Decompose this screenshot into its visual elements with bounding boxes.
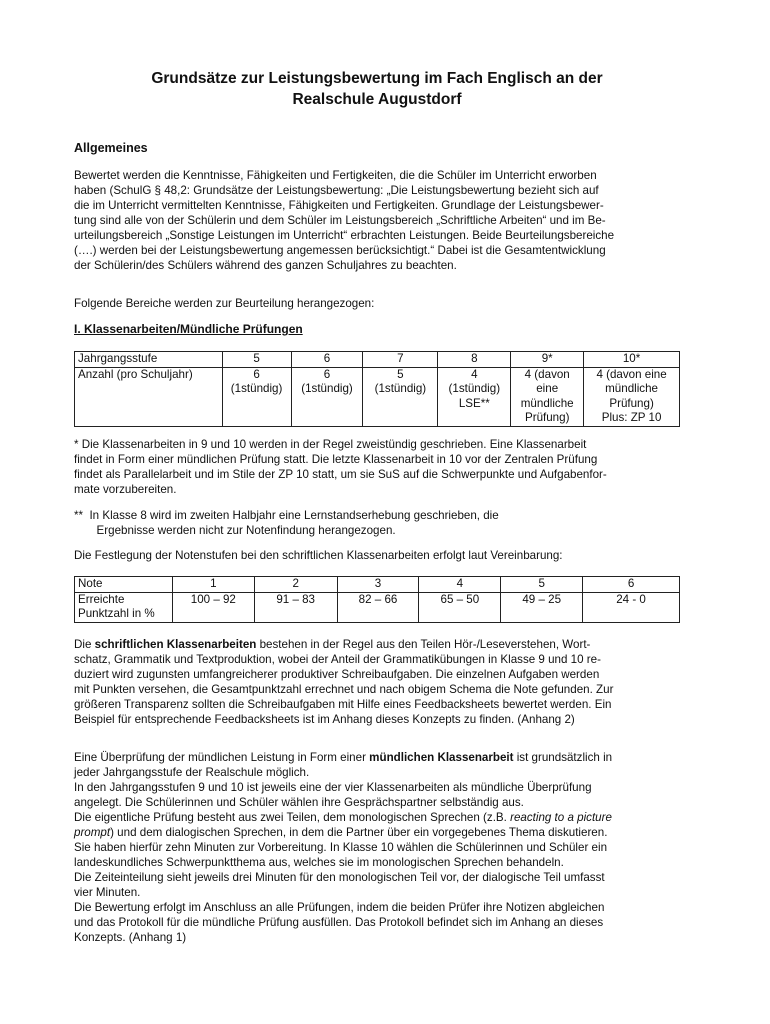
italic-term: prompt: [74, 826, 111, 839]
text-line: die im Unterricht vermittelten Kenntnisse, Fähigkeiten und Fertigkeiten. Grundlage der Leistungsbewer-: [74, 199, 604, 212]
text-line: * Die Klassenarbeiten in 9 und 10 werden in der Regel zweistündig geschrieben. Eine Klassenarbeit: [74, 438, 587, 451]
table-cell: [363, 367, 438, 426]
cell-line: LSE**: [458, 396, 490, 410]
text-line: angelegt. Die Schülerinnen und Schüler wählen ihre Gesprächspartner selbständig aus.: [74, 796, 524, 809]
cell-line: Prüfung): [524, 411, 570, 425]
text-line: mit Punkten versehen, die Gesamtpunktzahl errechnet und nach obigem Schema die Note gefunden. Zur: [74, 683, 614, 696]
italic-term: reacting to a picture: [510, 811, 612, 824]
text-line: In den Jahrgangsstufen 9 und 10 ist jeweils eine der vier Klassenarbeiten als mündliche Überprüfung: [74, 781, 592, 794]
text-line: Bewertet werden die Kenntnisse, Fähigkeiten und Fertigkeiten, die die Schüler im Unterricht erworben: [74, 169, 597, 182]
cell-line: 4 (davon eine: [596, 367, 667, 381]
text-line: größeren Transparenz sollten die Schreibaufgaben mit Hilfe eines Feedbacksheets bewertet werden. Ein: [74, 698, 612, 711]
text-line: Sie haben hierfür zehn Minuten zur Vorbereitung. In Klasse 10 wählen die Schülerinnen und Schüler ein: [74, 841, 608, 854]
text-run: Eine Überprüfung der mündlichen Leistung in Form einer: [74, 751, 370, 764]
text-line: jeder Jahrgangsstufe der Realschule möglich.: [74, 766, 310, 779]
text-line: Die Zeiteinteilung sieht jeweils drei Minuten für den monologischen Teil vor, der dialogische Teil umfasst: [74, 871, 605, 884]
notenstufen-table: [74, 576, 680, 623]
paragraph-schriftliche-klassenarbeiten: [74, 637, 680, 727]
table-cell: 4: [419, 577, 501, 593]
table-cell: [291, 367, 363, 426]
cell-line: 4 (davon: [524, 367, 570, 381]
cell-line: mündliche: [605, 382, 658, 396]
document-title: [74, 68, 680, 110]
text-run: Die eigentliche Prüfung besteht aus zwei Teilen, dem monologischen Sprechen (z.B.: [74, 811, 511, 824]
table-cell: Jahrgangsstufe: [75, 352, 223, 368]
text-line: Die Bewertung erfolgt im Anschluss an alle Prüfungen, indem die beiden Prüfer ihre Notizen abgleichen: [74, 901, 605, 914]
text-line: duziert wird zugunsten umfangreicherer produktiver Schreibaufgaben. Die einzelnen Aufgaben werden: [74, 668, 600, 681]
table-cell: 6: [583, 577, 680, 593]
table-cell: 10*: [584, 352, 680, 368]
table-cell: 24 - 0: [583, 592, 680, 622]
table-cell: 8: [438, 352, 511, 368]
text-line: urteilungsbereich „Sonstige Leistungen im Unterricht“ erbrachten Leistungen. Beide Beurteilungsbereiche: [74, 229, 615, 242]
text-line: vier Minuten.: [74, 886, 141, 899]
table-cell: 1: [172, 577, 254, 593]
bold-term: mündlichen Klassenarbeit: [369, 751, 514, 764]
text-line: der Schülerin/des Schülers während des ganzen Schuljahres zu beachten.: [74, 259, 457, 272]
text-run: ist grundsätzlich in: [513, 751, 613, 764]
text-line: und das Protokoll für die mündliche Prüfung ausfüllen. Das Protokoll befindet sich im Anhang an dieses: [74, 916, 604, 929]
text-run: Die: [74, 638, 95, 651]
cell-line: (1stündig): [230, 382, 283, 396]
text-line: Ergebnisse werden nicht zur Notenfindung herangezogen.: [74, 524, 396, 537]
cell-line: Plus: ZP 10: [601, 411, 662, 425]
notenstufen-intro: Die Festlegung der Notenstufen bei den schriftlichen Klassenarbeiten erfolgt laut Vereinbarung:: [74, 549, 563, 562]
table-cell: 3: [337, 577, 419, 593]
footnote-lse: [74, 508, 680, 538]
table-cell: 82 – 66: [337, 592, 419, 622]
footnote-klassenarbeiten: [74, 437, 680, 497]
table-cell: [511, 367, 584, 426]
text-line: Beispiel für entsprechende Feedbacksheets ist im Anhang dieses Konzepts zu finden. (Anhang 2): [74, 713, 575, 726]
text-line: schatz, Grammatik und Textproduktion, wobei der Anteil der Grammatikübungen in Klasse 9 und 10 re-: [74, 653, 601, 666]
table-cell: Anzahl (pro Schuljahr): [75, 367, 223, 426]
table-row: [75, 367, 680, 426]
cell-line: Prüfung): [609, 396, 654, 410]
table-row: [75, 352, 680, 368]
section-heading-klassenarbeiten: I. Klassenarbeiten/Mündliche Prüfungen: [74, 322, 303, 336]
heading-allgemeines: Allgemeines: [74, 141, 148, 155]
text-line: [74, 637, 680, 652]
bold-term: schriftlichen Klassenarbeiten: [94, 638, 257, 651]
table-cell: 65 – 50: [419, 592, 501, 622]
cell-line: (1stündig): [448, 382, 501, 396]
paragraph-allgemeines: [74, 168, 680, 273]
text-line: [74, 750, 680, 765]
text-line: [74, 810, 680, 825]
table-cell: 5: [222, 352, 291, 368]
text-line: landeskundliches Schwerpunktthema aus, welches sie im monologischen Sprechen behandeln.: [74, 856, 564, 869]
cell-line: (1stündig): [374, 382, 427, 396]
table-cell: 7: [363, 352, 438, 368]
cell-line: Punktzahl in %: [78, 607, 155, 621]
text-run: bestehen in der Regel aus den Teilen Hör-/Leseverstehen, Wort-: [256, 638, 591, 651]
table-cell: 100 – 92: [172, 592, 254, 622]
table-cell: 91 – 83: [254, 592, 337, 622]
table-cell: 2: [254, 577, 337, 593]
text-line: findet als Parallelarbeit und im Stile der ZP 10 statt, um sie SuS auf die Schwerpunkte und Aufgabenfor-: [74, 468, 607, 481]
cell-line: eine: [536, 382, 559, 396]
text-line: ** In Klasse 8 wird im zweiten Halbjahr eine Lernstandserhebung geschrieben, die: [74, 509, 499, 522]
cell-line: 5: [397, 367, 404, 381]
table-row: [75, 577, 680, 593]
paragraph-muendliche-klassenarbeit: [74, 750, 680, 945]
text-line: mate vorzubereiten.: [74, 483, 177, 496]
text-line: (….) werden bei der Leistungsbewertung angemessen berücksichtigt.“ Dabei ist die Gesamtentwicklung: [74, 244, 606, 257]
text-line: [74, 825, 680, 840]
table-cell: 49 – 25: [501, 592, 583, 622]
text-line: Konzepts. (Anhang 1): [74, 931, 187, 944]
cell-line: 6: [323, 367, 331, 381]
cell-line: Erreichte: [78, 592, 125, 606]
table-cell: 5: [501, 577, 583, 593]
text-run: ) und dem dialogischen Sprechen, in dem die Partner über ein vorgegebenes Thema diskutieren.: [110, 826, 608, 839]
text-line: haben (SchulG § 48,2: Grundsätze der Leistungsbewertung: „Die Leistungsbewertung bezieht sich auf: [74, 184, 599, 197]
table-cell: [438, 367, 511, 426]
table-cell: Note: [75, 577, 173, 593]
title-line-1: Grundsätze zur Leistungsbewertung im Fach Englisch an der: [151, 70, 603, 87]
cell-line: mündliche: [520, 396, 574, 410]
klassenarbeiten-table: [74, 351, 680, 427]
text-line: findet in Form einer mündlichen Prüfung statt. Die letzte Klassenarbeit in 10 vor der Zentralen Prüfung: [74, 453, 598, 466]
table-row: [75, 592, 680, 622]
cell-line: 6: [253, 367, 260, 381]
cell-line: (1stündig): [301, 382, 353, 396]
table-cell: 6: [291, 352, 363, 368]
bereiche-intro: Folgende Bereiche werden zur Beurteilung herangezogen:: [74, 297, 375, 310]
table-cell: 9*: [511, 352, 584, 368]
cell-line: 4: [471, 367, 478, 381]
table-cell: [75, 592, 173, 622]
text-line: tung sind alle von der Schülerin und dem Schüler im Leistungsbereich „Schriftliche Arbeiten“ und im Be-: [74, 214, 606, 227]
title-line-2: Realschule Augustdorf: [292, 91, 462, 108]
table-cell: [222, 367, 291, 426]
table-cell: [584, 367, 680, 426]
